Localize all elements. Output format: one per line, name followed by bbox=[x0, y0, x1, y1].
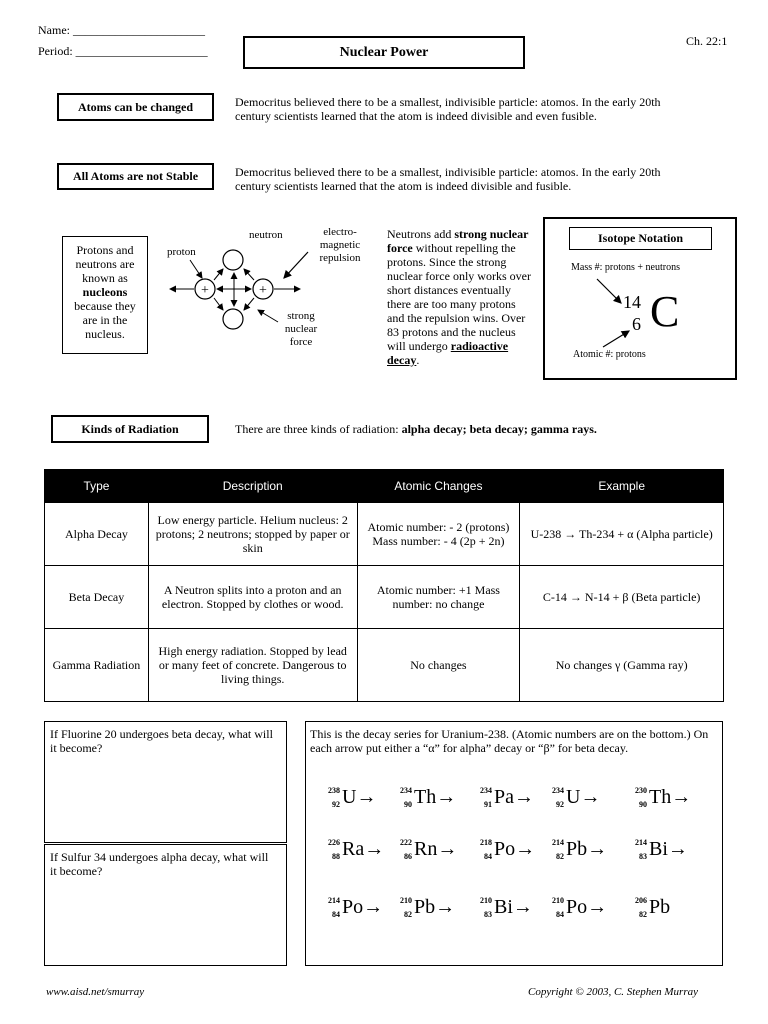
proton-right-sign: + bbox=[259, 283, 267, 298]
atoms-not-stable-text: Democritus believed there to be a smallest, indivisible particle: atomos. In the early 20th century scientists learned that the atom is indeed divisible and fusible. bbox=[235, 165, 661, 193]
kinds-radiation-text bbox=[235, 422, 597, 436]
radioactive-decay-term: radioactive decay bbox=[387, 339, 509, 367]
isotope-arrows bbox=[545, 219, 735, 378]
nuclide-atomic-number: 92 bbox=[556, 800, 564, 809]
name-field-label: Name: ______________________ bbox=[38, 23, 205, 37]
chapter-label: Ch. 22:1 bbox=[686, 34, 728, 48]
nuclide-mass-number: 214 bbox=[328, 896, 340, 905]
nuclide-atomic-number: 82 bbox=[556, 852, 564, 861]
cell-changes: Atomic number: - 2 (protons) Mass number: - 4 (2p + 2n) bbox=[357, 503, 520, 566]
question-box-1 bbox=[44, 721, 287, 843]
nuclide-mass-number: 210 bbox=[400, 896, 412, 905]
isotope-title: Isotope Notation bbox=[569, 227, 712, 250]
nuclide-atomic-number: 84 bbox=[556, 910, 564, 919]
nuclide-atomic-number: 91 bbox=[484, 800, 492, 809]
nuclide-atomic-number: 90 bbox=[639, 800, 647, 809]
page-title: Nuclear Power bbox=[243, 36, 525, 69]
mass-number: 14 bbox=[623, 292, 641, 312]
neutron-text-2: without repelling the protons. Since the strong nuclear force only works over short distances eventually there are too many protons and the repulsion wins. Over 83 protons and the nucleus will undergo bbox=[387, 241, 531, 353]
nucleons-text-1: Protons and neutrons are known as bbox=[75, 243, 135, 285]
nuclide-mass-number: 214 bbox=[635, 838, 647, 847]
decay-series-box bbox=[305, 721, 723, 966]
strong-force-label: strong nuclear force bbox=[284, 310, 318, 348]
question-box-2 bbox=[44, 844, 287, 966]
cell-description: High energy radiation. Stopped by lead or many feet of concrete. Dangerous to living things. bbox=[148, 629, 357, 702]
atoms-not-stable-label: All Atoms are not Stable bbox=[57, 163, 214, 190]
atoms-changed-text: Democritus believed there to be a smallest, indivisible particle: atomos. In the early 20th century scientists learned that the atom is indeed divisible and even fusible. bbox=[235, 95, 661, 123]
nuclide-atomic-number: 92 bbox=[332, 800, 340, 809]
footer-copyright: Copyright © 2003, C. Stephen Murray bbox=[528, 986, 698, 998]
header-description: Description bbox=[148, 470, 357, 503]
nuclide-symbol: Pb→ bbox=[566, 838, 608, 860]
header-atomic-changes: Atomic Changes bbox=[357, 470, 520, 503]
cell-changes: Atomic number: +1 Mass number: no change bbox=[357, 566, 520, 629]
nuclide-mass-number: 234 bbox=[400, 786, 412, 795]
nuclide-mass-number: 230 bbox=[635, 786, 647, 795]
neutron-bottom bbox=[223, 309, 243, 329]
nuclide-atomic-number: 82 bbox=[404, 910, 412, 919]
nuclide-mass-number: 222 bbox=[400, 838, 412, 847]
radiation-table bbox=[44, 469, 724, 702]
nuclide-symbol: Pb→ bbox=[414, 896, 456, 918]
isotope-notation-box bbox=[543, 217, 737, 380]
table-row bbox=[45, 566, 724, 629]
atoms-changed-label: Atoms can be changed bbox=[57, 93, 214, 121]
nuclide-mass-number: 206 bbox=[635, 896, 647, 905]
footer-website: www.aisd.net/smurray bbox=[46, 986, 145, 998]
kinds-intro: There are three kinds of radiation: bbox=[235, 422, 402, 436]
nuclide-symbol: Pb bbox=[649, 896, 671, 918]
nuclide-symbol: Ra→ bbox=[342, 838, 385, 860]
nuclide-atomic-number: 83 bbox=[639, 852, 647, 861]
neutron-text-3: . bbox=[416, 353, 420, 367]
nuclide-symbol: Bi→ bbox=[649, 838, 688, 860]
atomic-number-label: Atomic #: protons bbox=[573, 349, 646, 360]
nuclide-mass-number: 210 bbox=[480, 896, 492, 905]
nucleons-box bbox=[62, 236, 148, 354]
em-repulsion-label: electro- magnetic repulsion bbox=[319, 226, 361, 264]
nuclide-atomic-number: 82 bbox=[639, 910, 647, 919]
nuclide-mass-number: 226 bbox=[328, 838, 340, 847]
element-symbol: C bbox=[650, 287, 680, 336]
nuclide-symbol: Po→ bbox=[494, 838, 536, 860]
nuclide-mass-number: 238 bbox=[328, 786, 340, 795]
cell-example: U-238 → Th-234 + α (Alpha particle) bbox=[520, 503, 724, 566]
neutron-explanation bbox=[387, 227, 532, 367]
nuclide-symbol: Pa→ bbox=[494, 786, 534, 808]
cell-example: No changes γ (Gamma ray) bbox=[520, 629, 724, 702]
cell-description: A Neutron splits into a proton and an electron. Stopped by clothes or wood. bbox=[148, 566, 357, 629]
decay-series-intro: This is the decay series for Uranium-238. (Atomic numbers are on the bottom.) On each arrow put either a “α” for alpha” decay or “β” for beta decay. bbox=[310, 727, 709, 755]
table-header-row bbox=[45, 470, 724, 503]
nuclide-atomic-number: 83 bbox=[484, 910, 492, 919]
proton-label: proton bbox=[167, 246, 196, 258]
mass-number-label: Mass #: protons + neutrons bbox=[571, 262, 680, 273]
cell-description: Low energy particle. Helium nucleus: 2 protons; 2 neutrons; stopped by paper or skin bbox=[148, 503, 357, 566]
nuclide-atomic-number: 88 bbox=[332, 852, 340, 861]
nuclide-atomic-number: 84 bbox=[484, 852, 492, 861]
nuclide-symbol: U→ bbox=[566, 786, 601, 808]
nuclide-symbol: Th→ bbox=[649, 786, 692, 808]
cell-type: Beta Decay bbox=[45, 566, 149, 629]
question-1: If Fluorine 20 undergoes beta decay, what will it become? bbox=[50, 727, 273, 755]
nuclide-atomic-number: 84 bbox=[332, 910, 340, 919]
neutron-top bbox=[223, 250, 243, 270]
nuclide-symbol: U→ bbox=[342, 786, 377, 808]
cell-example: C-14 → N-14 + β (Beta particle) bbox=[520, 566, 724, 629]
table-row bbox=[45, 503, 724, 566]
nuclide-mass-number: 234 bbox=[480, 786, 492, 795]
strong-force-term: strong nuclear force bbox=[387, 227, 529, 255]
cell-type: Gamma Radiation bbox=[45, 629, 149, 702]
nuclide-symbol: Po→ bbox=[342, 896, 384, 918]
nuclide-atomic-number: 86 bbox=[404, 852, 412, 861]
neutron-text-1: Neutrons add bbox=[387, 227, 455, 241]
nuclide-mass-number: 234 bbox=[552, 786, 564, 795]
question-2: If Sulfur 34 undergoes alpha decay, what will it become? bbox=[50, 850, 269, 878]
kinds-list: alpha decay; beta decay; gamma rays. bbox=[401, 422, 597, 436]
header-example: Example bbox=[520, 470, 724, 503]
proton-left-sign: + bbox=[201, 283, 209, 298]
cell-changes: No changes bbox=[357, 629, 520, 702]
nuclide-symbol: Po→ bbox=[566, 896, 608, 918]
table-row bbox=[45, 629, 724, 702]
nuclide-symbol: Th→ bbox=[414, 786, 457, 808]
nuclide-mass-number: 218 bbox=[480, 838, 492, 847]
nuclide-mass-number: 210 bbox=[552, 896, 564, 905]
neutron-label: neutron bbox=[249, 229, 283, 241]
cell-type: Alpha Decay bbox=[45, 503, 149, 566]
nuclide-mass-number: 214 bbox=[552, 838, 564, 847]
nuclide-symbol: Rn→ bbox=[414, 838, 458, 860]
atomic-number: 6 bbox=[632, 314, 641, 334]
nuclide-atomic-number: 90 bbox=[404, 800, 412, 809]
nucleons-text-2: because they are in the nucleus. bbox=[74, 299, 136, 341]
kinds-radiation-label: Kinds of Radiation bbox=[51, 415, 209, 443]
nuclide-symbol: Bi→ bbox=[494, 896, 533, 918]
nucleons-term: nucleons bbox=[82, 285, 128, 299]
header-type: Type bbox=[45, 470, 149, 503]
period-field-label: Period: ______________________ bbox=[38, 44, 208, 58]
